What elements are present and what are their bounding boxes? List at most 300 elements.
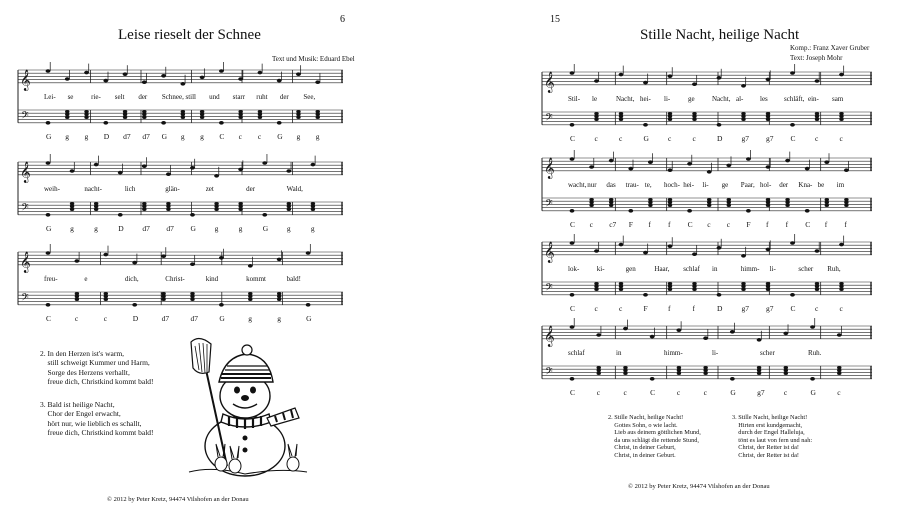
chord-note	[161, 295, 165, 298]
chord-symbol: c	[74, 314, 79, 323]
chord-note	[668, 112, 672, 115]
chord-note	[104, 298, 108, 301]
chord-note	[757, 369, 761, 372]
bass-clef-icon: 𝄢	[545, 281, 553, 296]
chord-note	[287, 208, 291, 211]
melody-note	[730, 330, 735, 334]
chord-symbol: d7	[161, 314, 170, 323]
chord-note	[668, 118, 672, 121]
chord-note	[623, 372, 627, 375]
chord-symbol: g7	[741, 134, 749, 143]
chord-symbol: C	[219, 132, 225, 141]
chord-note	[123, 110, 127, 113]
chord-note	[815, 112, 819, 115]
bass-clef-icon: 𝄢	[21, 291, 29, 306]
lyric-syllable: Ruh.	[808, 349, 822, 357]
melody-note	[142, 164, 147, 168]
melody-note	[839, 73, 844, 77]
melody-note	[824, 160, 829, 164]
chord-symbol: c	[619, 304, 623, 313]
lyric-syllable: schlaf	[683, 265, 700, 273]
melody-note	[726, 164, 731, 168]
lyric-syllable: li-	[769, 265, 776, 273]
chord-note	[741, 118, 745, 121]
chord-note	[181, 113, 185, 116]
lyric-syllable: ein-	[808, 95, 819, 103]
bass-note	[643, 123, 648, 127]
chord-symbol: G	[277, 132, 283, 141]
chord-symbol: g	[65, 132, 70, 141]
lyric-syllable: trau-	[625, 181, 639, 189]
song-title: Stille Nacht, heilige Nacht	[640, 27, 800, 43]
chord-note	[104, 292, 108, 295]
chord-note	[142, 202, 146, 205]
chord-symbol: C	[650, 388, 656, 397]
melody-note	[623, 327, 628, 331]
bass-note	[262, 213, 267, 217]
chord-note	[766, 204, 770, 207]
chord-note	[181, 116, 185, 119]
melody-note	[180, 82, 185, 86]
chord-note	[258, 113, 262, 116]
melody-note	[296, 72, 301, 76]
melody-note	[717, 76, 722, 80]
chord-note	[597, 366, 601, 369]
bass-note	[650, 377, 655, 381]
lyric-syllable: Stil-	[568, 95, 581, 103]
chord-note	[238, 116, 242, 119]
chord-symbol: g	[286, 224, 291, 233]
chord-note	[277, 292, 281, 295]
melody-note	[142, 80, 147, 84]
lyric-syllable: starr	[232, 93, 246, 101]
chord-symbol: c	[707, 220, 711, 229]
chord-note	[277, 298, 281, 301]
chord-note	[815, 288, 819, 291]
melody-note	[643, 81, 648, 85]
melody-note	[589, 165, 594, 169]
chord-note	[619, 112, 623, 115]
chord-note	[619, 288, 623, 291]
treble-clef-icon: 𝄞	[544, 157, 555, 179]
chord-note	[200, 110, 204, 113]
copyright: © 2012 by Peter Kretz, 94474 Vilshofen an der Donau	[107, 496, 249, 503]
bass-clef-icon: 𝄢	[545, 365, 553, 380]
chord-note	[594, 112, 598, 115]
chord-symbol: D	[118, 224, 124, 233]
melody-note	[277, 258, 282, 262]
chord-note	[703, 366, 707, 369]
chord-symbol: g7	[757, 388, 765, 397]
chord-symbol: g7	[741, 304, 749, 313]
bass-note	[628, 209, 633, 213]
chord-note	[757, 372, 761, 375]
chord-note	[839, 288, 843, 291]
chord-note	[741, 115, 745, 118]
chord-note	[311, 208, 315, 211]
composer-credit: Komp.: Franz Xaver Gruber	[790, 44, 870, 52]
lyric-syllable: le	[592, 95, 598, 103]
lyric-syllable: im	[836, 181, 845, 189]
bass-note	[805, 209, 810, 213]
chord-note	[238, 205, 242, 208]
bass-note	[570, 209, 575, 213]
chord-note	[677, 366, 681, 369]
melody-note	[286, 169, 291, 173]
chord-note	[766, 201, 770, 204]
chord-symbol: G	[46, 132, 52, 141]
chord-note	[166, 208, 170, 211]
melody-note	[692, 252, 697, 256]
melody-note	[118, 171, 123, 175]
lyric-syllable: Wald,	[286, 185, 303, 193]
chord-symbol: G	[190, 224, 196, 233]
melody-note	[306, 251, 311, 255]
chord-symbol: C	[790, 134, 796, 143]
chord-note	[839, 115, 843, 118]
chord-symbol: c	[692, 134, 696, 143]
chord-symbol: d7	[142, 224, 150, 233]
chord-symbol: c	[726, 220, 731, 229]
chord-note	[311, 202, 315, 205]
chord-symbol: c	[103, 314, 108, 323]
chord-symbol: c7	[609, 220, 617, 229]
chord-note	[277, 295, 281, 298]
bass-clef-icon: 𝄢	[545, 197, 553, 212]
chord-symbol: d7	[123, 132, 131, 141]
chord-symbol: F	[628, 220, 633, 229]
grand-staff	[18, 158, 343, 238]
chord-symbol: c	[839, 134, 843, 143]
chord-note	[785, 204, 789, 207]
melody-note	[687, 162, 692, 166]
page-number: 15	[550, 14, 560, 25]
chord-note	[594, 118, 598, 121]
chord-symbol: f	[824, 220, 828, 229]
lyric-syllable: e	[84, 275, 88, 283]
chord-note	[668, 201, 672, 204]
melody-note	[746, 157, 751, 161]
chord-symbol: D	[717, 304, 723, 313]
lyric-syllable: gen	[625, 265, 636, 273]
chord-note	[123, 113, 127, 116]
bass-note	[687, 209, 692, 213]
chord-symbol: f	[844, 220, 847, 229]
bass-note	[570, 377, 575, 381]
chord-note	[692, 112, 696, 115]
melody-note	[594, 249, 599, 253]
melody-note	[570, 71, 575, 75]
chord-note	[815, 285, 819, 288]
chord-symbol: G	[643, 134, 649, 143]
chord-symbol: d7	[166, 224, 174, 233]
chord-note	[815, 282, 819, 285]
chord-note	[766, 198, 770, 201]
chord-symbol: D	[717, 134, 723, 143]
chord-note	[190, 292, 194, 295]
chord-symbol: F	[746, 220, 751, 229]
bass-note	[161, 121, 166, 125]
chord-note	[166, 202, 170, 205]
treble-clef-icon: 𝄞	[544, 71, 555, 93]
chord-note	[668, 204, 672, 207]
chord-note	[844, 204, 848, 207]
melody-note	[766, 78, 771, 82]
chord-symbol: c	[815, 304, 819, 313]
bass-note	[717, 293, 722, 297]
chord-symbol: C	[570, 220, 576, 229]
chord-note	[692, 118, 696, 121]
melody-note	[805, 167, 810, 171]
chord-note	[766, 288, 770, 291]
bass-note	[219, 303, 224, 307]
chord-note	[692, 288, 696, 291]
bass-note	[730, 377, 735, 381]
chord-note	[589, 201, 593, 204]
lyric-syllable: wacht,	[568, 181, 587, 189]
treble-clef-icon: 𝄞	[544, 241, 555, 263]
bass-note	[810, 377, 815, 381]
chord-symbol: g	[277, 314, 281, 323]
bass-note	[132, 303, 137, 307]
chord-note	[668, 198, 672, 201]
chord-note	[825, 198, 829, 201]
chord-symbol: G	[46, 224, 52, 233]
chord-note	[727, 198, 731, 201]
chord-symbol: f	[648, 220, 651, 229]
melody-note	[837, 333, 842, 337]
melody-note	[609, 159, 614, 163]
chord-note	[707, 201, 711, 204]
melody-note	[650, 335, 655, 339]
chord-note	[123, 116, 127, 119]
lyric-syllable: les	[760, 95, 768, 103]
chord-note	[619, 285, 623, 288]
chord-symbol: f	[766, 220, 769, 229]
lyric-syllable: der	[138, 93, 148, 101]
chord-note	[594, 285, 598, 288]
chord-symbol: f	[668, 220, 671, 229]
chord-note	[844, 198, 848, 201]
chord-note	[200, 113, 204, 116]
bass-note	[570, 123, 575, 127]
chord-note	[619, 118, 623, 121]
chord-note	[238, 208, 242, 211]
lyric-syllable: scher	[798, 265, 814, 273]
lyric-syllable: still	[185, 93, 197, 101]
chord-note	[161, 292, 165, 295]
chord-note	[668, 282, 672, 285]
melody-note	[810, 325, 815, 329]
chord-symbol: d7	[142, 132, 150, 141]
lyric-syllable: kind	[205, 275, 219, 283]
chord-note	[766, 118, 770, 121]
chord-note	[757, 366, 761, 369]
chord-note	[70, 205, 74, 208]
chord-symbol: D	[132, 314, 139, 323]
verse-2: 2. Stille Nacht, heilige Nacht! Gottes Sohn, o wie lacht. Lieb aus deinem göttlichen Mund, da uns schlägt die rettende Stund, Christ, in deiner Geburt, Christ, in deiner Geburt.	[608, 414, 701, 459]
melody-note	[648, 160, 653, 164]
chord-symbol: C	[570, 134, 576, 143]
chord-symbol: g	[200, 132, 204, 141]
chord-note	[825, 201, 829, 204]
melody-note	[84, 71, 89, 75]
chord-symbol: G	[219, 314, 225, 323]
chord-symbol: C	[46, 314, 52, 323]
melody-note	[75, 259, 80, 263]
snowman-illustration	[183, 338, 313, 478]
chord-note	[766, 282, 770, 285]
melody-note	[596, 333, 601, 337]
chord-symbol: g	[296, 132, 301, 141]
treble-clef-icon: 𝄞	[20, 161, 31, 183]
chord-note	[311, 205, 315, 208]
bass-note	[306, 303, 311, 307]
chord-symbol: f	[668, 304, 671, 313]
chord-note	[766, 115, 770, 118]
chord-note	[75, 298, 79, 301]
chord-note	[837, 372, 841, 375]
melody-note	[103, 79, 108, 83]
melody-note	[619, 73, 624, 77]
melody-note	[65, 77, 70, 81]
verse-3: 3. Stille Nacht, heilige Nacht! Hirten erst kundgemacht, durch der Engel Halleluja, tönt es laut von fern und nah: Christ, der Retter ist da! Christ, der Retter ist da!	[732, 414, 813, 459]
chord-note	[316, 110, 320, 113]
bass-note	[118, 213, 123, 217]
melody-note	[103, 253, 108, 257]
lyric-syllable: See,	[303, 93, 316, 101]
chord-note	[65, 116, 69, 119]
chord-note	[142, 205, 146, 208]
chord-symbol: f	[785, 220, 789, 229]
chord-note	[181, 110, 185, 113]
chord-note	[142, 110, 146, 113]
chord-note	[70, 202, 74, 205]
chord-note	[839, 285, 843, 288]
lyric-syllable: hei-	[640, 95, 651, 103]
lyric-syllable: glän-	[165, 185, 180, 193]
bass-note	[746, 209, 751, 213]
grand-staff	[18, 248, 343, 328]
chord-note	[594, 282, 598, 285]
lyric-syllable: rie-	[91, 93, 101, 101]
lyric-syllable: te,	[644, 181, 652, 189]
lyric-syllable: nur	[587, 181, 597, 189]
song-credit: Text und Musik: Eduard Ebel	[272, 55, 355, 63]
melody-note	[311, 163, 316, 167]
chord-symbol: c	[238, 132, 242, 141]
chord-note	[623, 366, 627, 369]
chord-note	[70, 208, 74, 211]
chord-note	[248, 292, 252, 295]
lyric-syllable: der	[246, 185, 256, 193]
chord-note	[238, 110, 242, 113]
chord-note	[609, 201, 613, 204]
chord-note	[741, 112, 745, 115]
lyric-syllable: ki-	[596, 265, 605, 273]
lyric-syllable: se	[67, 93, 74, 101]
chord-note	[844, 201, 848, 204]
verse-3: 3. Bald ist heilige Nacht, Chor der Engel erwacht, hört nur, wie lieblich es schallt, freue dich, Christkind kommt bald!	[40, 400, 154, 438]
chord-note	[668, 115, 672, 118]
melody-note	[570, 157, 575, 161]
melody-note	[757, 338, 762, 342]
lyric-syllable: lok-	[568, 265, 580, 273]
chord-note	[839, 118, 843, 121]
bass-note	[643, 293, 648, 297]
bass-clef-icon: 𝄢	[21, 109, 29, 124]
chord-note	[238, 113, 242, 116]
chord-note	[784, 369, 788, 372]
chord-note	[839, 282, 843, 285]
bass-note	[46, 121, 51, 125]
chord-note	[190, 295, 194, 298]
chord-symbol: c	[619, 134, 623, 143]
melody-note	[790, 71, 795, 75]
chord-symbol: C	[687, 220, 693, 229]
chord-note	[248, 295, 252, 298]
chord-note	[692, 282, 696, 285]
chord-note	[65, 110, 69, 113]
lyric-syllable: himm-	[664, 349, 683, 357]
chord-symbol: g	[315, 132, 320, 141]
bass-note	[717, 123, 722, 127]
lyric-syllable: bald!	[286, 275, 301, 283]
chord-note	[597, 372, 601, 375]
chord-symbol: c	[668, 134, 672, 143]
lyric-syllable: kommt	[246, 275, 266, 283]
chord-note	[190, 298, 194, 301]
bass-clef-icon: 𝄢	[545, 111, 553, 126]
chord-note	[785, 198, 789, 201]
chord-symbol: c	[589, 220, 593, 229]
lyric-syllable: ge	[721, 181, 729, 189]
melody-note	[741, 84, 746, 88]
chord-note	[214, 205, 218, 208]
chord-note	[623, 369, 627, 372]
chord-note	[741, 285, 745, 288]
bass-note	[790, 293, 795, 297]
chord-symbol: g	[238, 224, 243, 233]
treble-clef-icon: 𝄞	[20, 69, 31, 91]
lyric-syllable: dich,	[124, 275, 139, 283]
chord-note	[648, 201, 652, 204]
chord-note	[692, 285, 696, 288]
chord-symbol: D	[103, 132, 110, 141]
chord-note	[166, 205, 170, 208]
chord-note	[648, 198, 652, 201]
chord-symbol: g	[84, 132, 89, 141]
chord-note	[785, 201, 789, 204]
chord-symbol: g	[248, 314, 253, 323]
chord-note	[94, 208, 98, 211]
chord-note	[84, 116, 88, 119]
copyright: © 2012 by Peter Kretz, 94474 Vilshofen an der Donau	[628, 483, 770, 490]
chord-note	[703, 372, 707, 375]
melody-note	[214, 174, 219, 178]
lyric-syllable: be	[817, 181, 825, 189]
melody-note	[161, 254, 166, 258]
chord-note	[668, 285, 672, 288]
chord-note	[258, 110, 262, 113]
lyric-syllable: schläft,	[784, 95, 805, 103]
lyric-syllable: hei-	[683, 181, 695, 189]
chord-note	[94, 202, 98, 205]
chord-note	[200, 116, 204, 119]
chord-note	[815, 118, 819, 121]
chord-note	[296, 110, 300, 113]
bass-note	[46, 303, 51, 307]
